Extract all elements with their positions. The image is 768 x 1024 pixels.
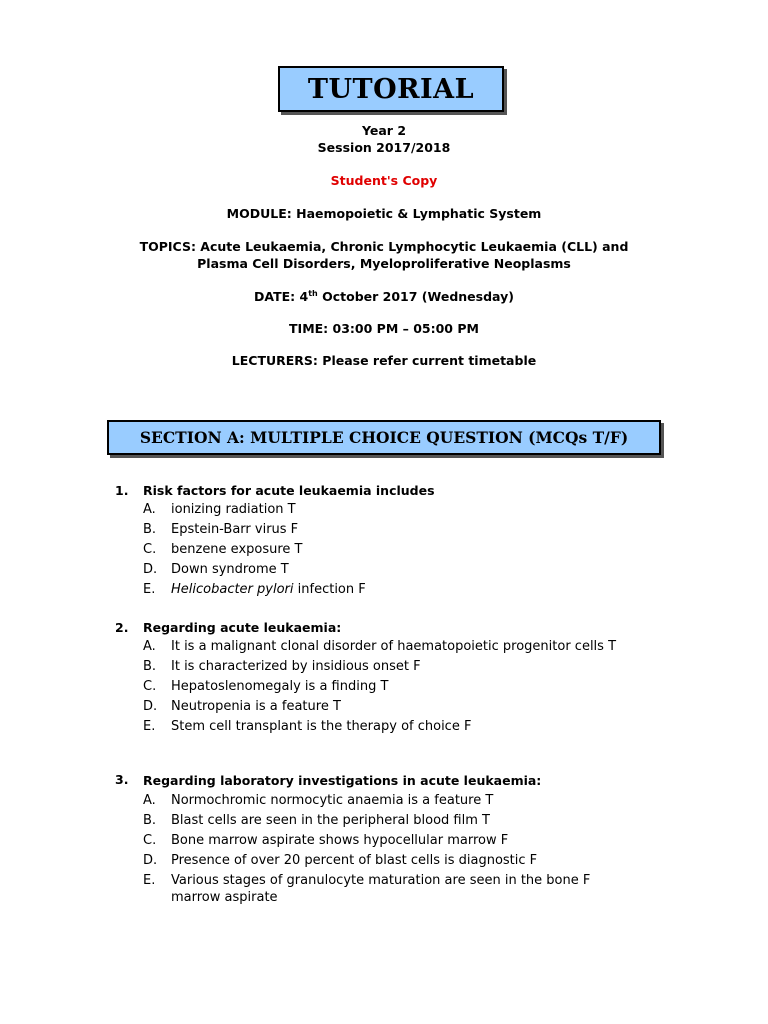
option-letter: A. [143, 793, 156, 808]
option-text: It is characterized by insidious onset F [171, 659, 421, 674]
module-line: MODULE: Haemopoietic & Lymphatic System [226, 206, 542, 221]
option-text: Neutropenia is a feature T [171, 699, 341, 714]
option-letter: B. [143, 813, 157, 828]
year-line: Year 2 [361, 123, 407, 138]
option-text: Down syndrome T [171, 562, 289, 577]
option-text: benzene exposure T [171, 542, 303, 557]
time-line: TIME: 03:00 PM – 05:00 PM [289, 321, 479, 336]
section-a-title: SECTION A: MULTIPLE CHOICE QUESTION (MCQs T/F) [139, 428, 629, 447]
question-text: Risk factors for acute leukaemia includes [143, 483, 435, 498]
date-superscript: th [308, 288, 318, 298]
option-text: It is a malignant clonal disorder of haematopoietic progenitor cells T [171, 639, 617, 654]
section-a-box [107, 420, 661, 455]
option-letter: C. [143, 833, 157, 848]
option-letter: A. [143, 502, 156, 517]
lecturers-line: LECTURERS: Please refer current timetable [231, 353, 537, 368]
option-letter: D. [143, 562, 158, 577]
option-letter: E. [143, 873, 156, 888]
option-text: Normochromic normocytic anaemia is a feature T [171, 793, 494, 808]
date-suffix: October 2017 (Wednesday) [317, 289, 514, 304]
option-text: Various stages of granulocyte maturation are seen in the bone F [171, 873, 591, 888]
option-text-rest: infection F [293, 582, 366, 597]
option-text: Blast cells are seen in the peripheral blood film T [171, 813, 490, 828]
option-letter: C. [143, 679, 157, 694]
date-line [0, 288, 768, 305]
question-number: 1. [115, 483, 129, 498]
option-letter: A. [143, 639, 156, 654]
option-text: Epstein-Barr virus F [171, 522, 299, 537]
tutorial-title: TUTORIAL [307, 73, 475, 105]
option-letter: D. [143, 853, 158, 868]
option-letter: E. [143, 582, 156, 597]
tutorial-title-box [278, 66, 504, 112]
date-prefix: DATE: 4 [254, 289, 309, 304]
session-line: Session 2017/2018 [317, 140, 451, 155]
option-text: Stem cell transplant is the therapy of choice F [171, 719, 472, 734]
option-letter: D. [143, 699, 158, 714]
option-text: Presence of over 20 percent of blast cells is diagnostic F [171, 853, 538, 868]
question-number: 2. [115, 620, 129, 635]
topics-line-2: Plasma Cell Disorders, Myeloproliferative Neoplasms [197, 256, 571, 271]
option-text-continued: marrow aspirate [171, 890, 278, 905]
topics-line-1: TOPICS: Acute Leukaemia, Chronic Lymphocytic Leukaemia (CLL) and [139, 239, 629, 254]
students-copy-label: Student's Copy [330, 173, 438, 188]
option-italic-text: Helicobacter pylori [171, 582, 294, 597]
option-text: Hepatoslenomegaly is a finding T [171, 679, 389, 694]
option-letter: B. [143, 659, 157, 674]
option-text: ionizing radiation T [171, 502, 296, 517]
question-text: Regarding acute leukaemia: [143, 620, 342, 635]
question-number: 3. [115, 772, 129, 787]
option-text [171, 581, 651, 598]
option-letter: B. [143, 522, 157, 537]
question-text: Regarding laboratory investigations in acute leukaemia: [143, 773, 542, 788]
option-letter: E. [143, 719, 156, 734]
option-letter: C. [143, 542, 157, 557]
option-text: Bone marrow aspirate shows hypocellular marrow F [171, 833, 509, 848]
